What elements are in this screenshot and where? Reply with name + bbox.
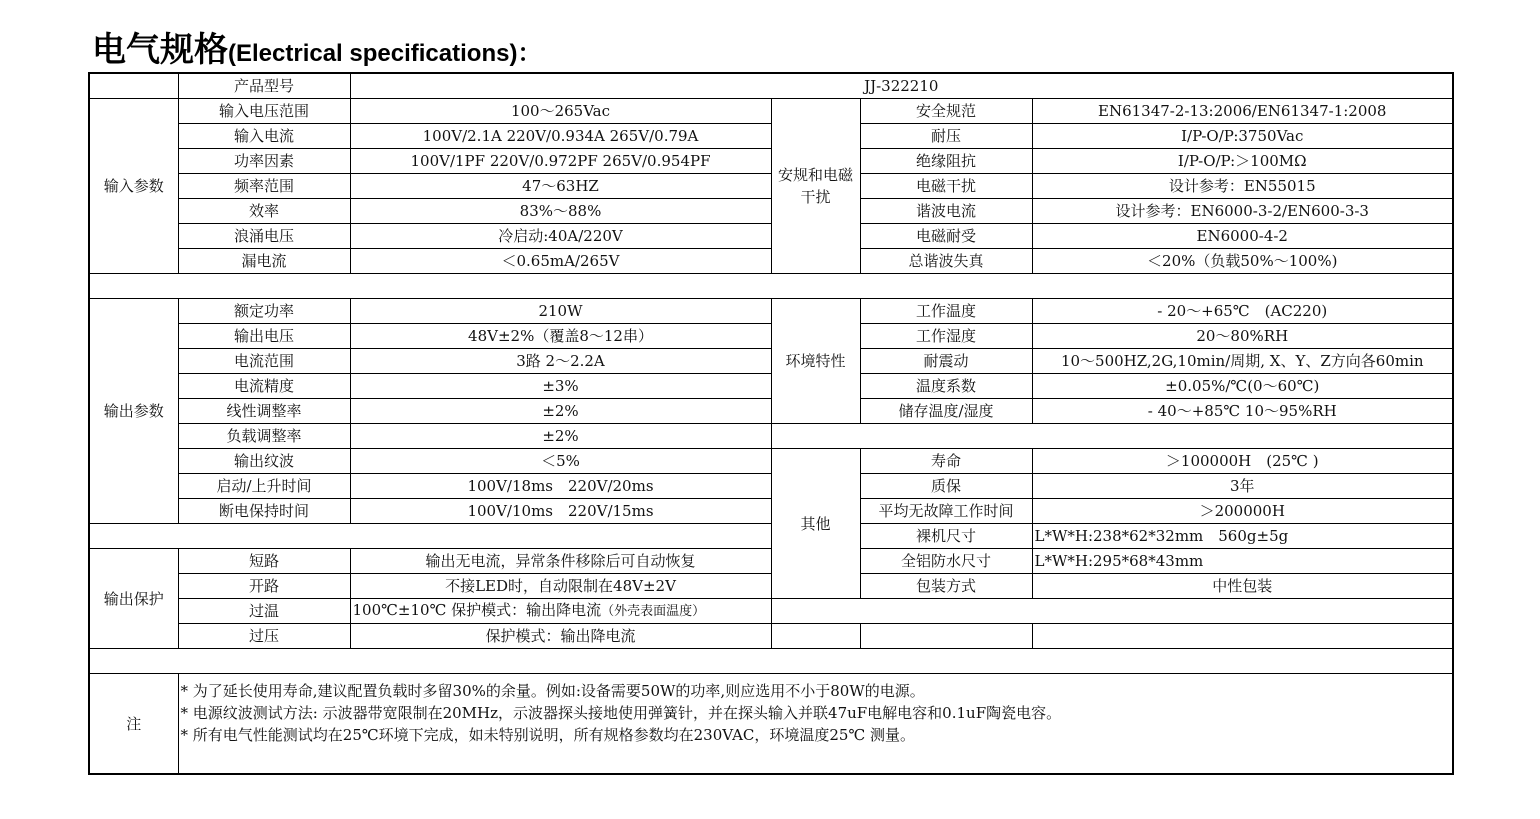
- title-en: (Electrical specifications)：: [228, 40, 542, 67]
- table-row: [89, 449, 1453, 474]
- output-value: 100V/18ms 220V/20ms: [350, 474, 771, 499]
- protection-value: [350, 599, 771, 624]
- environment-value: ±0.05%/℃(0～60℃): [1032, 374, 1453, 399]
- safety-label: 谐波电流: [860, 199, 1032, 224]
- model-group-cell: [89, 73, 178, 99]
- environment-label: 储存温度/湿度: [860, 399, 1032, 424]
- output-value: ＜5%: [350, 449, 771, 474]
- input-label: 输入电压范围: [178, 99, 350, 124]
- empty-cell: [860, 624, 1032, 649]
- table-row: [89, 274, 1453, 299]
- input-value: 100～265Vac: [350, 99, 771, 124]
- input-label: 效率: [178, 199, 350, 224]
- model-label: 产品型号: [178, 73, 350, 99]
- other-label: 裸机尺寸: [860, 524, 1032, 549]
- environment-label: 温度系数: [860, 374, 1032, 399]
- protection-label: 过温: [178, 599, 350, 624]
- other-label: 寿命: [860, 449, 1032, 474]
- environment-value: - 20～+65℃ (AC220): [1032, 299, 1453, 324]
- notes-content: [178, 674, 1453, 775]
- other-label: 质保: [860, 474, 1032, 499]
- output-value: ±2%: [350, 399, 771, 424]
- environment-value: - 40～+85℃ 10～95%RH: [1032, 399, 1453, 424]
- environment-group-label: 环境特性: [771, 299, 860, 424]
- protection-value-note: （外壳表面温度）: [601, 604, 706, 619]
- protection-value: 输出无电流，异常条件移除后可自动恢复: [350, 549, 771, 574]
- empty-cell: [1032, 624, 1453, 649]
- other-value: 3年: [1032, 474, 1453, 499]
- input-value: 83%～88%: [350, 199, 771, 224]
- other-label: 包装方式: [860, 574, 1032, 599]
- table-row: [89, 674, 1453, 775]
- other-group-label: 其他: [771, 449, 860, 599]
- output-label: 额定功率: [178, 299, 350, 324]
- input-value: ＜0.65mA/265V: [350, 249, 771, 274]
- other-value: L*W*H:295*68*43mm: [1032, 549, 1453, 574]
- note-line: * 所有电气性能测试均在25℃环境下完成，如未特别说明，所有规格参数均在230VAC，环境温度25℃ 测量。: [180, 726, 916, 744]
- table-row: [89, 299, 1453, 324]
- input-value: 100V/1PF 220V/0.972PF 265V/0.954PF: [350, 149, 771, 174]
- protection-label: 开路: [178, 574, 350, 599]
- safety-label: 耐压: [860, 124, 1032, 149]
- protection-group-label: 输出保护: [89, 549, 178, 649]
- other-label: 平均无故障工作时间: [860, 499, 1032, 524]
- input-value: 47～63HZ: [350, 174, 771, 199]
- table-row: [89, 624, 1453, 649]
- output-label: 断电保持时间: [178, 499, 350, 524]
- protection-value: 保护模式：输出降电流: [350, 624, 771, 649]
- input-label: 频率范围: [178, 174, 350, 199]
- input-value: 100V/2.1A 220V/0.934A 265V/0.79A: [350, 124, 771, 149]
- table-row: [89, 424, 1453, 449]
- safety-value: EN61347-2-13:2006/EN61347-1:2008: [1032, 99, 1453, 124]
- output-label: 电流范围: [178, 349, 350, 374]
- safety-value: 设计参考：EN55015: [1032, 174, 1453, 199]
- spacer-row: [89, 274, 1453, 299]
- input-label: 输入电流: [178, 124, 350, 149]
- input-value: 冷启动:40A/220V: [350, 224, 771, 249]
- safety-label: 安全规范: [860, 99, 1032, 124]
- other-value: 中性包装: [1032, 574, 1453, 599]
- safety-value: EN6000-4-2: [1032, 224, 1453, 249]
- protection-label: 短路: [178, 549, 350, 574]
- page-title: [92, 22, 541, 68]
- other-label: 全铝防水尺寸: [860, 549, 1032, 574]
- output-label: 启动/上升时间: [178, 474, 350, 499]
- note-line: * 为了延长使用寿命,建议配置负载时多留30%的余量。例如:设备需要50W的功率,则应选用不小于80W的电源。: [180, 682, 925, 700]
- output-value: 100V/10ms 220V/15ms: [350, 499, 771, 524]
- other-value: ＞200000H: [1032, 499, 1453, 524]
- safety-label: 电磁耐受: [860, 224, 1032, 249]
- output-label: 输出电压: [178, 324, 350, 349]
- table-row: [89, 73, 1453, 99]
- output-group-label: 输出参数: [89, 299, 178, 524]
- environment-value: 20～80%RH: [1032, 324, 1453, 349]
- title-cn: 电气规格: [92, 30, 228, 70]
- environment-value: 10～500HZ,2G,10min/周期, X、Y、Z方向各60min: [1032, 349, 1453, 374]
- note-line: * 电源纹波测试方法: 示波器带宽限制在20MHz，示波器探头接地使用弹簧针，并在探头输入并联47uF电解电容和0.1uF陶瓷电容。: [180, 704, 1062, 722]
- safety-label: 电磁干扰: [860, 174, 1032, 199]
- input-label: 功率因素: [178, 149, 350, 174]
- output-label: 线性调整率: [178, 399, 350, 424]
- other-value: ＞100000H (25℃ ): [1032, 449, 1453, 474]
- table-row: [89, 99, 1453, 124]
- environment-label: 工作湿度: [860, 324, 1032, 349]
- output-label: 输出纹波: [178, 449, 350, 474]
- protection-value: 不接LED时，自动限制在48V±2V: [350, 574, 771, 599]
- safety-label: 绝缘阻抗: [860, 149, 1032, 174]
- notes-label: 注: [89, 674, 178, 775]
- empty-cell: [771, 599, 1453, 624]
- output-value: 3路 2～2.2A: [350, 349, 771, 374]
- output-value: ±2%: [350, 424, 771, 449]
- protection-label: 过压: [178, 624, 350, 649]
- protection-value-text: 100℃±10℃ 保护模式：输出降电流: [352, 601, 602, 619]
- safety-label: 总谐波失真: [860, 249, 1032, 274]
- safety-value: I/P-O/P:＞100MΩ: [1032, 149, 1453, 174]
- output-value: 210W: [350, 299, 771, 324]
- output-label: 负载调整率: [178, 424, 350, 449]
- output-label: 电流精度: [178, 374, 350, 399]
- model-value: JJ-322210: [350, 73, 1453, 99]
- environment-label: 耐震动: [860, 349, 1032, 374]
- input-label: 浪涌电压: [178, 224, 350, 249]
- output-value: 48V±2%（覆盖8～12串）: [350, 324, 771, 349]
- table-row: [89, 599, 1453, 624]
- safety-value: 设计参考：EN6000-3-2/EN600-3-3: [1032, 199, 1453, 224]
- environment-label: 工作温度: [860, 299, 1032, 324]
- empty-cell: [771, 424, 1453, 449]
- spec-table: [88, 72, 1454, 775]
- output-value: ±3%: [350, 374, 771, 399]
- other-value: L*W*H:238*62*32mm 560g±5g: [1032, 524, 1453, 549]
- safety-value: I/P-O/P:3750Vac: [1032, 124, 1453, 149]
- empty-cell: [89, 524, 771, 549]
- empty-cell: [771, 624, 860, 649]
- input-group-label: 输入参数: [89, 99, 178, 274]
- safety-value: ＜20%（负载50%～100%): [1032, 249, 1453, 274]
- input-label: 漏电流: [178, 249, 350, 274]
- table-row: [89, 649, 1453, 674]
- spacer-row: [89, 649, 1453, 674]
- safety-group-label: 安规和电磁干扰: [771, 99, 860, 274]
